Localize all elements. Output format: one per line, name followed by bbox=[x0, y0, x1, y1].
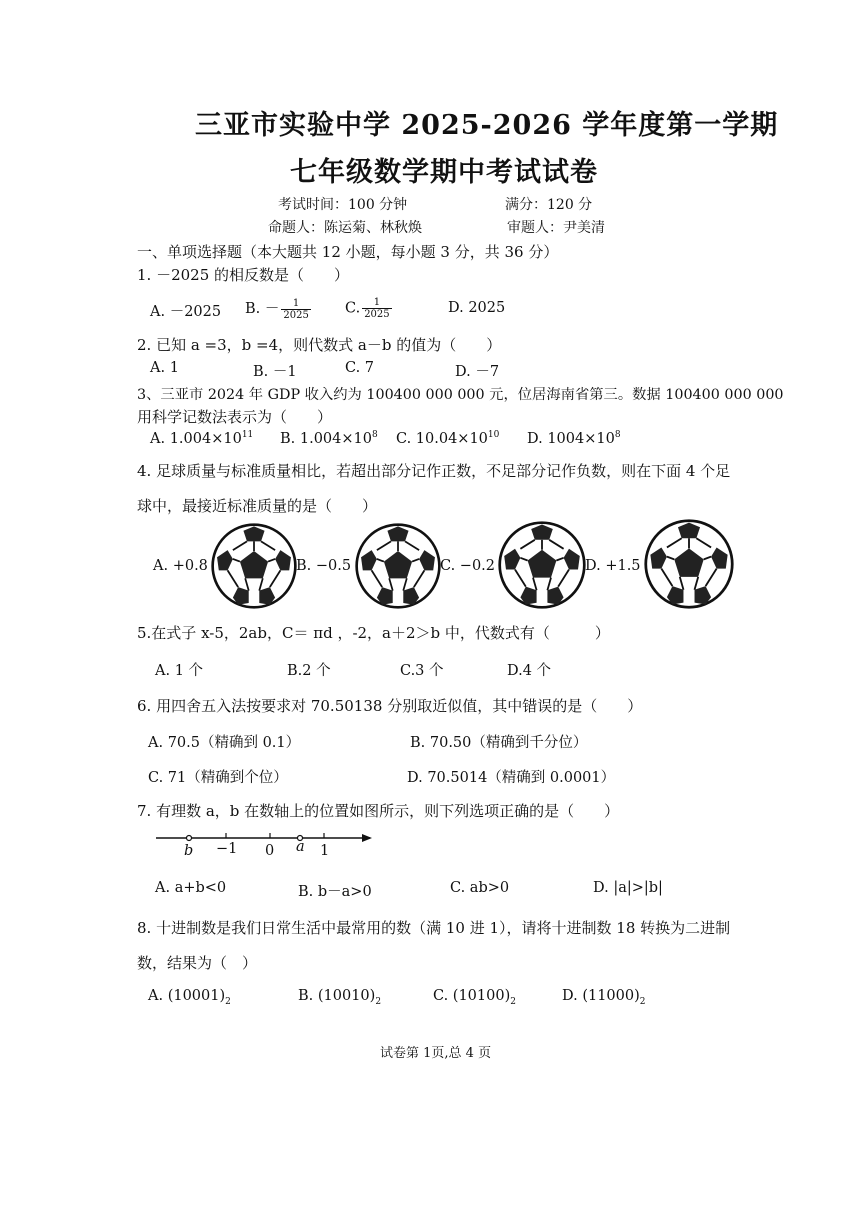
q4-option-d: D. +1.5 bbox=[585, 558, 641, 574]
q7-option-c: C. ab>0 bbox=[450, 880, 510, 896]
page-title-line1: 三亚市实验中学 2025-2026 学年度第一学期 bbox=[195, 110, 779, 141]
q2-option-a: A. 1 bbox=[150, 360, 179, 376]
q7-option-d: D. |a|>|b| bbox=[593, 880, 663, 896]
question-3-line1: 3、三亚市 2024 年 GDP 收入约为 100400 000 000 元，位居海南省第三。数据 100400 000 000 bbox=[137, 387, 784, 403]
soccer-ball-icon bbox=[210, 522, 298, 610]
q6-option-b: B. 70.50（精确到千分位） bbox=[410, 735, 588, 751]
q2-option-c: C. 7 bbox=[345, 360, 375, 376]
exam-time: 考试时间：100 分钟 bbox=[278, 197, 408, 213]
section-heading: 一、单项选择题（本大题共 12 小题，每小题 3 分，共 36 分） bbox=[137, 243, 559, 261]
soccer-ball-icon bbox=[497, 520, 587, 610]
question-5: 5.在式子 x-5，2ab，C＝ πd ，-2，a＋2＞b 中，代数式有（ ） bbox=[137, 624, 610, 642]
page-number: 试卷第 1页,总 4 页 bbox=[380, 1046, 492, 1061]
page-title-line2: 七年级数学期中考试试卷 bbox=[290, 157, 598, 188]
q6-option-c: C. 71（精确到个位） bbox=[148, 770, 288, 786]
number-line-label-one: 1 bbox=[320, 843, 330, 859]
q6-option-a: A. 70.5（精确到 0.1） bbox=[148, 735, 301, 751]
q8-option-d: D. $(11000)_2$ bbox=[562, 988, 646, 1007]
exam-author: 命题人：陈运菊、林秋焕 bbox=[268, 220, 422, 236]
q3-option-c: C. $10.04\times 10^{10}$ bbox=[396, 430, 500, 447]
number-line-label-minus-one: −1 bbox=[216, 841, 238, 857]
q2-option-d: D. －7 bbox=[455, 364, 500, 380]
q8-option-b: B. $(10010)_2$ bbox=[298, 988, 382, 1007]
q1-option-a: A. －2025 bbox=[150, 304, 222, 320]
q8-option-c: C. $(10100)_2$ bbox=[433, 988, 516, 1007]
question-6: 6. 用四舍五入法按要求对 70.50138 分别取近似值，其中错误的是（ ） bbox=[137, 697, 643, 715]
q8-option-a: A. $(10001)_2$ bbox=[148, 988, 231, 1007]
q5-option-a: A. 1 个 bbox=[155, 663, 204, 679]
q3-option-a: A. $1.004\times 10^{11}$ bbox=[150, 430, 254, 447]
q3-option-b: B. $1.004\times 10^8$ bbox=[280, 430, 378, 447]
soccer-ball-icon bbox=[643, 518, 735, 610]
q5-option-d: D.4 个 bbox=[507, 663, 552, 679]
q1-option-c-fraction: $\frac{1}{2025}$ bbox=[364, 297, 390, 320]
q1-option-b-prefix: B. － bbox=[245, 301, 280, 317]
q1-option-b-fraction: $\frac{1}{2025}$ bbox=[283, 297, 309, 321]
number-line-label-zero: 0 bbox=[265, 843, 275, 859]
exam-reviewer: 审题人：尹美清 bbox=[507, 220, 605, 236]
q7-option-b: B. b－a>0 bbox=[298, 884, 372, 900]
q1-option-b bbox=[245, 297, 313, 321]
question-4-line1: 4. 足球质量与标准质量相比，若超出部分记作正数，不足部分记作负数，则在下面 4 个足 bbox=[137, 462, 731, 480]
q4-option-a: A. +0.8 bbox=[153, 558, 208, 574]
number-line-label-a: a bbox=[296, 839, 305, 855]
number-line-label-b: b bbox=[184, 843, 194, 859]
question-4-line2: 球中，最接近标准质量的是（ ） bbox=[137, 497, 378, 515]
question-8-line2: 数，结果为（ ） bbox=[137, 954, 258, 972]
q4-option-b: B. −0.5 bbox=[296, 558, 352, 574]
q6-option-d: D. 70.5014（精确到 0.0001） bbox=[407, 770, 616, 786]
q5-option-c: C.3 个 bbox=[400, 663, 444, 679]
q5-option-b: B.2 个 bbox=[287, 663, 331, 679]
question-1: 1. －2025 的相反数是（ ） bbox=[137, 266, 350, 284]
question-3-line2: 用科学记数法表示为（ ） bbox=[137, 408, 333, 426]
soccer-ball-icon bbox=[354, 522, 442, 610]
q1-option-c bbox=[345, 297, 394, 320]
q2-option-b: B. －1 bbox=[253, 364, 297, 380]
question-7: 7. 有理数 a，b 在数轴上的位置如图所示，则下列选项正确的是（ ） bbox=[137, 802, 620, 820]
full-score: 满分：120 分 bbox=[505, 197, 593, 213]
q1-option-d: D. 2025 bbox=[448, 300, 506, 316]
q7-option-a: A. a+b<0 bbox=[155, 880, 227, 896]
q1-option-c-prefix: C. bbox=[345, 300, 361, 317]
question-8-line1: 8. 十进制数是我们日常生活中最常用的数（满 10 进 1），请将十进制数 18 转换为二进制 bbox=[137, 919, 731, 937]
q3-option-d: D. $1004\times 10^8$ bbox=[527, 430, 621, 447]
q4-option-c: C. −0.2 bbox=[440, 558, 496, 574]
question-2: 2. 已知 a =3，b =4，则代数式 a－b 的值为（ ） bbox=[137, 336, 502, 354]
